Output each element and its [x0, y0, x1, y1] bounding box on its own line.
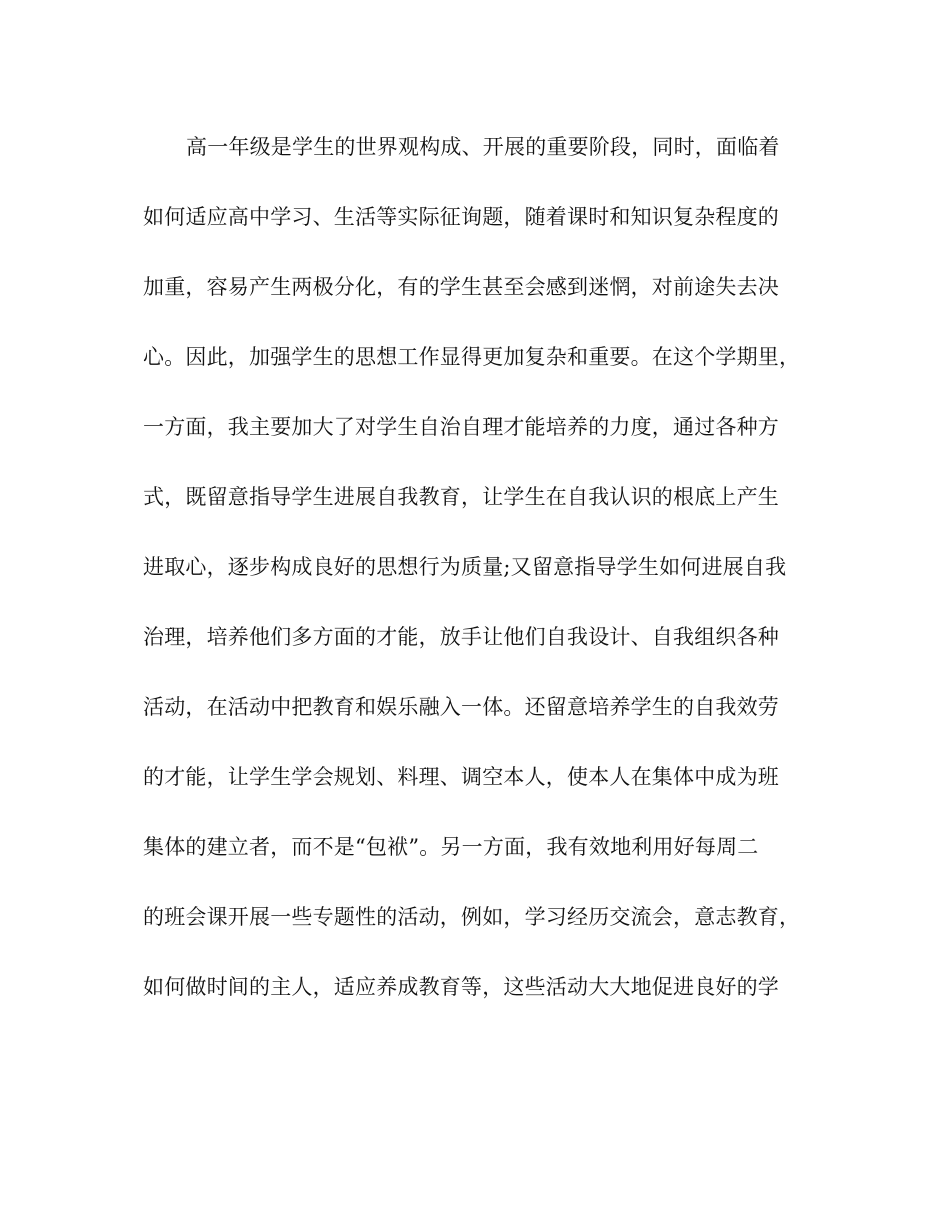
text-line: 进取心，逐步构成良好的思想行为质量;又留意指导学生如何进展自我 — [143, 555, 787, 579]
text-line: 活动，在活动中把教育和娱乐融入一体。还留意培养学生的自我效劳 — [143, 695, 779, 719]
text-line: 一方面，我主要加大了对学生自治自理才能培养的力度，通过各种方 — [143, 415, 779, 439]
text-line: 的班会课开展一些专题性的活动，例如，学习经历交流会，意志教育， — [143, 905, 801, 929]
text-line: 治理，培养他们多方面的才能，放手让他们自我设计、自我组织各种 — [143, 625, 779, 649]
text-line: 如何做时间的主人，适应养成教育等，这些活动大大地促进良好的学 — [143, 975, 779, 999]
body-paragraph — [143, 122, 823, 1032]
text-line: 式，既留意指导学生进展自我教育，让学生在自我认识的根底上产生 — [143, 485, 779, 509]
text-line: 心。因此，加强学生的思想工作显得更加复杂和重要。在这个学期里， — [143, 345, 801, 369]
text-line: 集体的建立者，而不是“包袱”。另一方面，我有效地利用好每周二 — [143, 835, 759, 859]
text-line: 高一年级是学生的世界观构成、开展的重要阶段，同时，面临着 — [186, 135, 780, 159]
text-line: 的才能，让学生学会规划、料理、调空本人，使本人在集体中成为班 — [143, 765, 779, 789]
text-line: 加重，容易产生两极分化，有的学生甚至会感到迷惘，对前途失去决 — [143, 275, 779, 299]
text-line: 如何适应高中学习、生活等实际征询题，随着课时和知识复杂程度的 — [143, 205, 779, 229]
